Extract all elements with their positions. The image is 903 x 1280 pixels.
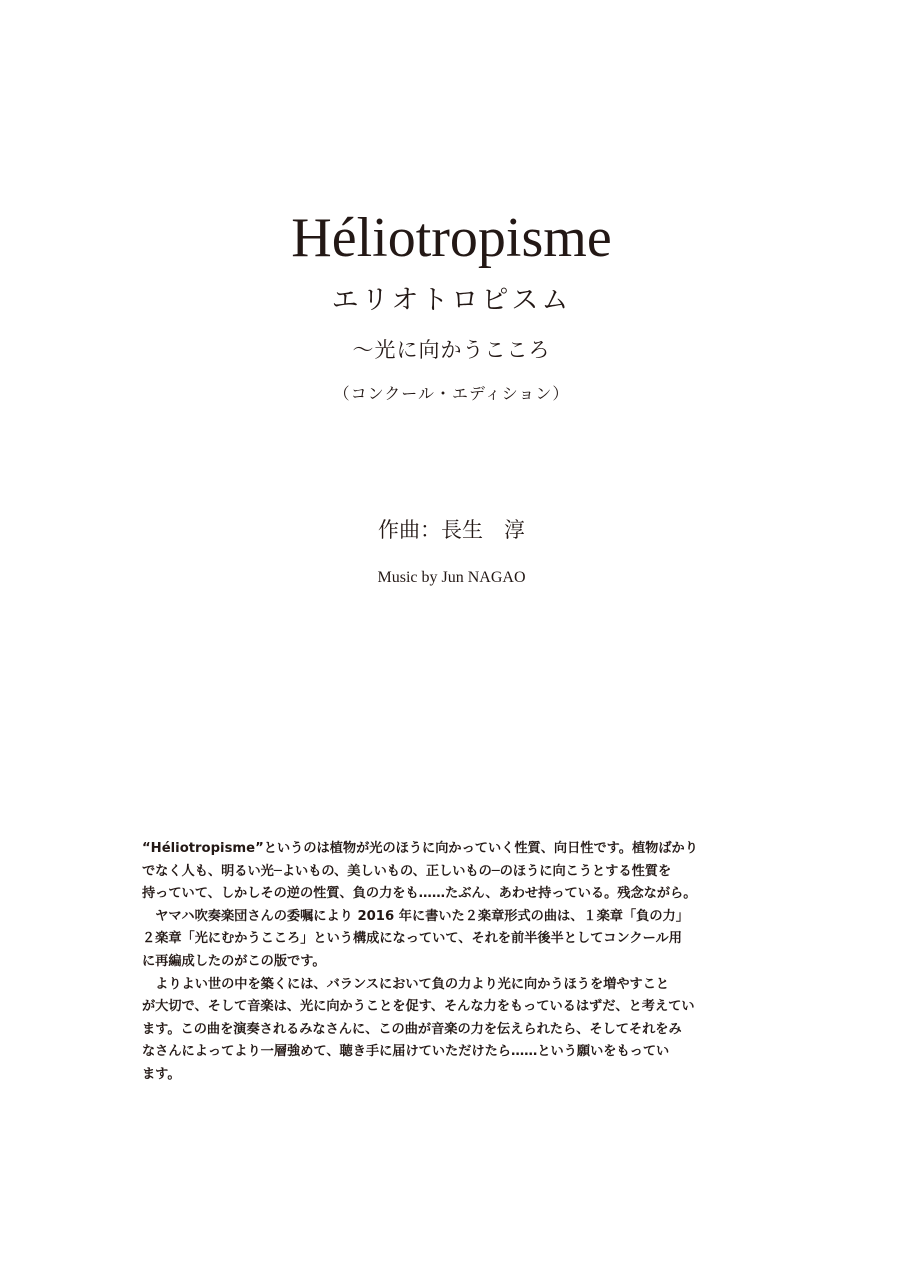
composer-japanese: 作曲：長生 淳	[378, 518, 525, 542]
program-notes-line: ヤマハ吹奏楽団さんの委嘱により 2016 年に書いた２楽章形式の曲は、１楽章「負の力」	[142, 908, 689, 924]
edition-label: （コンクール・エディション）	[333, 384, 570, 403]
program-notes-line: 持っていて、しかしその逆の性質、負の力をも……たぶん、あわせ持っている。残念ながら。	[142, 886, 697, 902]
work-subtitle: 〜光に向かうこころ	[352, 338, 551, 362]
program-notes-line: ます。	[142, 1066, 181, 1082]
program-notes-line: に再編成したのがこの版です。	[142, 953, 326, 969]
program-notes-line: “Héliotropisme”というのは植物が光のほうに向かっていく性質、向日性です。植物ばかり	[142, 841, 698, 856]
program-notes-line: ます。この曲を演奏されるみなさんに、この曲が音楽の力を伝えられたら、そしてそれをみ	[142, 1021, 682, 1037]
program-notes-line: よりよい世の中を築くには、バランスにおいて負の力より光に向かうほうを増やすこと	[142, 976, 670, 992]
composer-english: Music by Jun NAGAO	[377, 569, 526, 586]
work-title-katakana: エリオトロピスム	[331, 285, 572, 316]
program-notes-line: が大切で、そして音楽は、光に向かうことを促す、そんな力をもっているはずだ、と考えてい	[142, 999, 695, 1015]
program-notes-line: なさんによってより一層強めて、聴き手に届けていただけたら……という願いをもってい	[142, 1044, 670, 1060]
work-title: Héliotropisme	[291, 207, 612, 269]
program-notes-line: ２楽章「光にむかうこころ」という構成になっていて、それを前半後半としてコンクール用	[142, 931, 682, 947]
program-notes-line: でなく人も、明るい光─よいもの、美しいもの、正しいもの─のほうに向こうとする性質を	[142, 863, 672, 879]
program-notes	[142, 838, 762, 1087]
